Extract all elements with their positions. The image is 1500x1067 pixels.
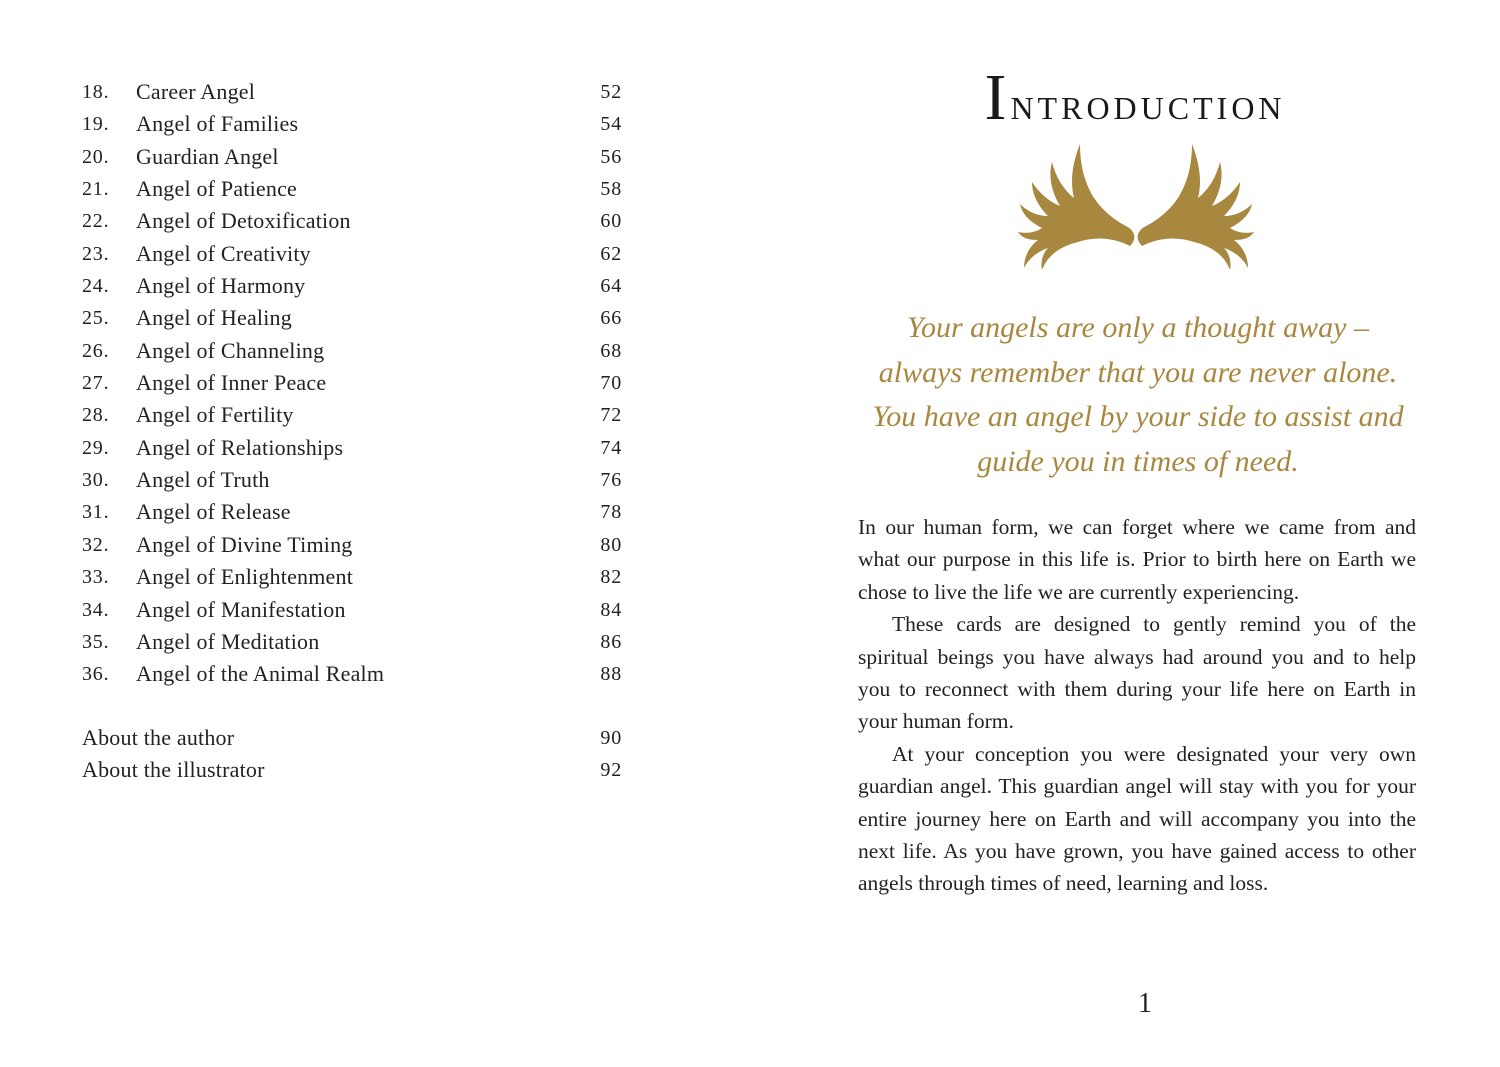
toc-entry bbox=[82, 367, 622, 399]
toc-entry-number: 27. bbox=[82, 372, 110, 395]
angel-wings-icon bbox=[1018, 142, 1254, 274]
toc-entry-number: 36. bbox=[82, 663, 110, 686]
toc-entry-page: 64 bbox=[600, 275, 622, 298]
toc-entry-number: 28. bbox=[82, 404, 110, 427]
toc-entry-title: Angel of Meditation bbox=[136, 628, 320, 654]
toc-entry-page: 78 bbox=[600, 501, 622, 524]
body-paragraph: At your conception you were designated your very own guardian angel. This guardian angel will stay with you for your entire journey here on Earth and will accompany you into the next life. As you have grown, you have gained access to other angels through times of need, learning and loss. bbox=[858, 741, 1416, 896]
toc-entry-page: 80 bbox=[600, 533, 622, 556]
toc-entry-number: 25. bbox=[82, 307, 110, 330]
toc-entry bbox=[82, 496, 622, 528]
toc-entry-number: 18. bbox=[82, 81, 110, 103]
toc-entry-page: 70 bbox=[600, 372, 622, 395]
toc-entry-number: 21. bbox=[82, 178, 110, 201]
intro-body bbox=[858, 511, 1416, 900]
toc-entry bbox=[82, 432, 622, 464]
toc-entry-page: 90 bbox=[600, 727, 622, 749]
toc-entry bbox=[82, 141, 622, 173]
title-initial: I bbox=[984, 61, 1011, 134]
toc-entry-page: 84 bbox=[600, 598, 622, 621]
toc-entry bbox=[82, 594, 622, 626]
toc-entry-title: Guardian Angel bbox=[136, 143, 279, 169]
toc-entry-number: 22. bbox=[82, 210, 110, 233]
toc-extra-entry bbox=[82, 722, 622, 754]
toc-entry-title: Angel of Fertility bbox=[136, 402, 294, 428]
page-number: 1 bbox=[1138, 988, 1152, 1019]
intro-quote bbox=[858, 306, 1418, 484]
toc-entry-page: 92 bbox=[600, 759, 622, 782]
toc-entry-title: Angel of Healing bbox=[136, 305, 292, 331]
toc-entry bbox=[82, 302, 622, 334]
quote-line: guide you in times of need. bbox=[977, 444, 1299, 478]
toc-entry-title: Angel of the Animal Realm bbox=[136, 661, 385, 687]
toc-entry-page: 68 bbox=[600, 339, 622, 362]
body-paragraph: These cards are designed to gently remind you of the spiritual beings you have always had around you and to help you to reconnect with them during your life here on Earth in your human form. bbox=[858, 612, 1416, 734]
toc-entry-title: Angel of Channeling bbox=[136, 337, 325, 363]
toc-entry-title: Angel of Patience bbox=[136, 176, 298, 202]
toc-entry-title: Angel of Detoxification bbox=[136, 208, 351, 234]
toc-entry-number: 20. bbox=[82, 145, 110, 168]
toc-entry-number: 35. bbox=[82, 630, 110, 653]
toc-entry bbox=[82, 658, 622, 690]
quote-line: Your angels are only a thought away – bbox=[907, 311, 1369, 344]
toc-entry-number: 34. bbox=[82, 598, 110, 621]
toc-entry-number: 31. bbox=[82, 501, 110, 524]
toc-entry-number: 19. bbox=[82, 113, 110, 136]
toc-extras bbox=[82, 722, 622, 787]
title-rest: ntroduction bbox=[1010, 78, 1286, 129]
toc-entry bbox=[82, 335, 622, 367]
toc-entry-title: About the illustrator bbox=[82, 757, 265, 783]
toc-entry-number: 29. bbox=[82, 436, 110, 459]
toc-entry bbox=[82, 173, 622, 205]
toc-entry-title: Career Angel bbox=[136, 79, 256, 104]
toc-entry-title: About the author bbox=[82, 725, 235, 750]
toc-entry-page: 62 bbox=[600, 242, 622, 265]
toc-entry bbox=[82, 76, 622, 108]
right-page bbox=[750, 0, 1500, 1067]
toc-entry-title: Angel of Manifestation bbox=[136, 596, 346, 622]
toc-entry-page: 86 bbox=[600, 630, 622, 653]
quote-line: You have an angel by your side to assist and bbox=[872, 400, 1404, 433]
toc-entry-title: Angel of Enlightenment bbox=[136, 564, 354, 590]
toc-entry-page: 82 bbox=[600, 566, 622, 589]
toc-entry-number: 23. bbox=[82, 242, 110, 265]
toc-entry bbox=[82, 626, 622, 658]
toc-extra-entry bbox=[82, 754, 622, 786]
toc-entry-title: Angel of Relationships bbox=[136, 434, 344, 460]
toc-entry-page: 60 bbox=[600, 210, 622, 233]
toc-entry-number: 30. bbox=[82, 469, 110, 492]
toc-entry bbox=[82, 270, 622, 302]
toc-entry-title: Angel of Truth bbox=[136, 467, 270, 493]
toc-entry-page: 76 bbox=[600, 469, 622, 492]
page-title bbox=[750, 58, 1500, 144]
toc-entry-title: Angel of Release bbox=[136, 499, 291, 525]
toc-entry-title: Angel of Families bbox=[136, 111, 299, 137]
toc-entry-title: Angel of Divine Timing bbox=[136, 531, 353, 557]
toc-entry-title: Angel of Inner Peace bbox=[136, 370, 327, 396]
quote-line: always remember that you are never alone. bbox=[878, 355, 1398, 389]
toc-entry-page: 56 bbox=[600, 145, 622, 168]
toc-entry bbox=[82, 464, 622, 496]
toc-entry-title: Angel of Creativity bbox=[136, 240, 311, 266]
toc-entry-page: 66 bbox=[600, 307, 622, 330]
toc-entry-page: 72 bbox=[600, 404, 622, 427]
toc-entry bbox=[82, 399, 622, 431]
table-of-contents bbox=[82, 76, 622, 691]
toc-entry-number: 26. bbox=[82, 339, 110, 362]
body-paragraph: In our human form, we can forget where we came from and what our purpose in this life is. Prior to birth here on Earth we chose to live the life we are currently experiencing. bbox=[858, 515, 1416, 604]
toc-entry bbox=[82, 205, 622, 237]
toc-entry-page: 54 bbox=[600, 113, 622, 136]
toc-entry bbox=[82, 561, 622, 593]
toc-entry bbox=[82, 529, 622, 561]
toc-entry-number: 33. bbox=[82, 566, 110, 589]
toc-entry bbox=[82, 238, 622, 270]
toc-entry-number: 24. bbox=[82, 275, 110, 298]
toc-entry-page: 58 bbox=[600, 178, 622, 201]
toc-entry-page: 74 bbox=[600, 436, 622, 459]
toc-entry bbox=[82, 108, 622, 140]
toc-entry-page: 52 bbox=[600, 81, 622, 103]
toc-entry-title: Angel of Harmony bbox=[136, 273, 306, 299]
toc-entry-page: 88 bbox=[600, 663, 622, 686]
toc-entry-number: 32. bbox=[82, 533, 110, 556]
